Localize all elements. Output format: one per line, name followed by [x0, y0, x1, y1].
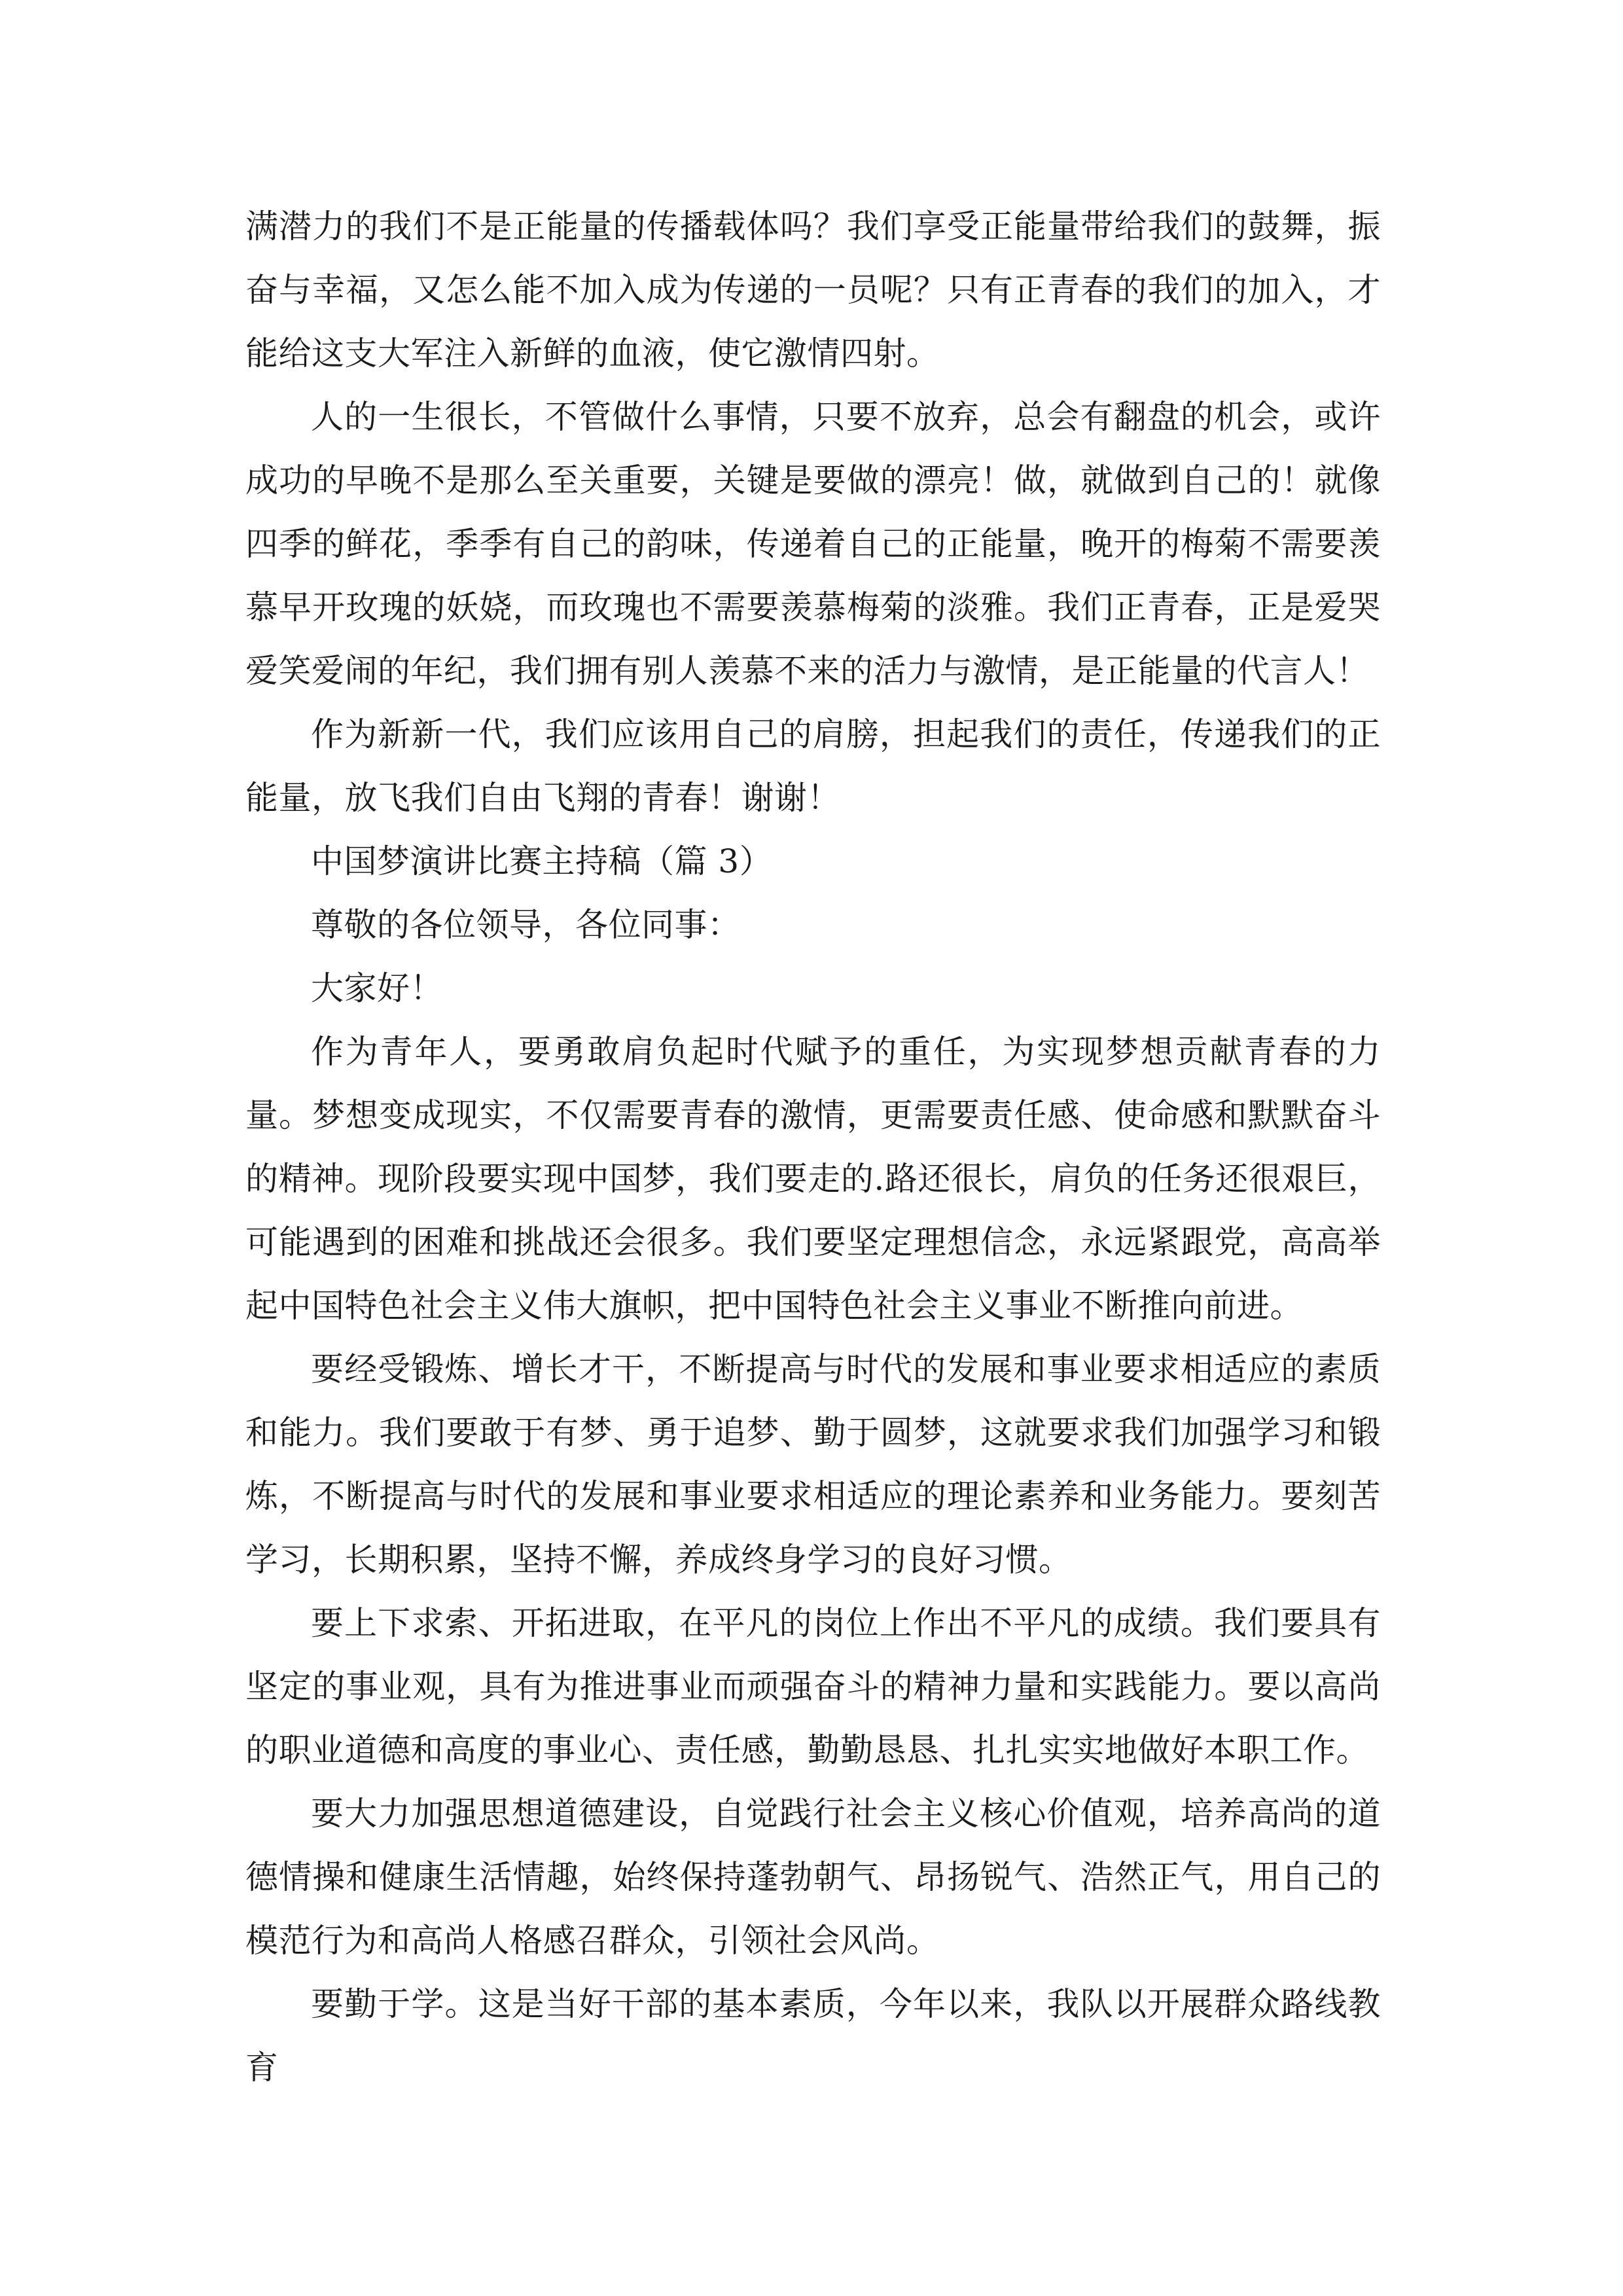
paragraph: 要上下求索、开拓进取，在平凡的岗位上作出不平凡的成绩。我们要具有坚定的事业观，具有为推进事业而顽强奋斗的精神力量和实践能力。要以高尚的职业道德和高度的事业心、责任感，勤勤恳恳、扎扎实实地做好本职工作。: [245, 1604, 1381, 1769]
section-heading: 中国梦演讲比赛主持稿（篇 3）: [311, 842, 773, 880]
paragraph: 要大力加强思想道德建设，自觉践行社会主义核心价值观，培养高尚的道德情操和健康生活情趣，始终保持蓬勃朝气、昂扬锐气、浩然正气，用自己的模范行为和高尚人格感召群众，引领社会风尚。: [245, 1795, 1381, 1960]
greeting: 大家好！: [311, 969, 443, 1007]
paragraph-continuation: 满潜力的我们不是正能量的传播载体吗？我们享受正能量带给我们的鼓舞，振奋与幸福，又怎么能不加入成为传递的一员呢？只有正青春的我们的加入，才能给这支大军注入新鲜的血液，使它激情四射。: [245, 207, 1381, 372]
paragraph: 要经受锻炼、增长才干，不断提高与时代的发展和事业要求相适应的素质和能力。我们要敢于有梦、勇于追梦、勤于圆梦，这就要求我们加强学习和锻炼，不断提高与时代的发展和事业要求相适应的理论素养和业务能力。要刻苦学习，长期积累，坚持不懈，养成终身学习的良好习惯。: [245, 1350, 1381, 1579]
paragraph: 作为新新一代，我们应该用自己的肩膀，担起我们的责任，传递我们的正能量，放飞我们自由飞翔的青春！谢谢！: [245, 715, 1381, 817]
document-body: [245, 195, 1381, 2100]
paragraph: 要勤于学。这是当好干部的基本素质，今年以来，我队以开展群众路线教育: [245, 1985, 1381, 2087]
paragraph: 作为青年人，要勇敢肩负起时代赋予的重任，为实现梦想贡献青春的力量。梦想变成现实，不仅需要青春的激情，更需要责任感、使命感和默默奋斗的精神。现阶段要实现中国梦，我们要走的.路还很长，肩负的任务还很艰巨，可能遇到的困难和挑战还会很多。我们要坚定理想信念，永远紧跟党，高高举起中国特色社会主义伟大旗帜，把中国特色社会主义事业不断推向前进。: [245, 1033, 1381, 1325]
salutation: 尊敬的各位领导，各位同事：: [311, 906, 741, 944]
paragraph: 人的一生很长，不管做什么事情，只要不放弃，总会有翻盘的机会，或许成功的早晚不是那么至关重要，关键是要做的漂亮！做，就做到自己的！就像四季的鲜花，季季有自己的韵味，传递着自己的正能量，晚开的梅菊不需要羡慕早开玫瑰的妖娆，而玫瑰也不需要羡慕梅菊的淡雅。我们正青春，正是爱哭爱笑爱闹的年纪，我们拥有别人羡慕不来的活力与激情，是正能量的代言人！: [245, 398, 1381, 690]
